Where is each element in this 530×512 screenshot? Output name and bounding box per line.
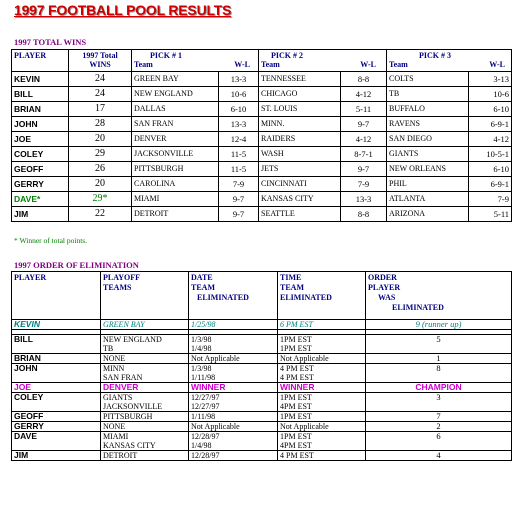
cell-t1: CAROLINA (132, 177, 219, 192)
cell-w2: 4-12 (341, 132, 387, 147)
elim-cell-times (278, 335, 366, 354)
cell-t1: DETROIT (132, 207, 219, 222)
cell-player: JIM (12, 207, 69, 222)
cell-player: DAVE* (12, 192, 69, 207)
table-row (12, 393, 512, 412)
cell-wins: 28 (69, 117, 132, 132)
cell-w2: 8-8 (341, 207, 387, 222)
cell-player: JOHN (12, 117, 69, 132)
cell-w2: 5-11 (341, 102, 387, 117)
elim-line: 1PM EST (280, 335, 312, 344)
elim-line: 12/27/97 (191, 393, 220, 402)
elim-cell-dates (189, 383, 278, 393)
elim-cell-teams (101, 412, 189, 422)
elim-line: WINNER (280, 382, 315, 392)
table-row (12, 354, 512, 364)
table-row (12, 72, 512, 87)
elim-cell-dates (189, 320, 278, 330)
elim-line: SAN FRAN (103, 373, 143, 382)
cell-t2: TENNESSEE (259, 72, 341, 87)
elim-cell-dates (189, 451, 278, 461)
cell-player: COLEY (12, 147, 69, 162)
cell-wins: 20 (69, 132, 132, 147)
cell-w2: 4-12 (341, 87, 387, 102)
cell-t1: DALLAS (132, 102, 219, 117)
cell-t1: PITTSBURGH (132, 162, 219, 177)
elim-line: Not Applicable (191, 422, 240, 431)
cell-t1: JACKSONVILLE (132, 147, 219, 162)
elim-line: WINNER (191, 382, 226, 392)
elim-cell-times (278, 432, 366, 451)
cell-w2: 13-3 (341, 192, 387, 207)
cell-t3: SAN DIEGO (387, 132, 469, 147)
cell-w1: 6-10 (219, 102, 259, 117)
elim-cell-dates (189, 422, 278, 432)
elim-line: 1PM EST (280, 412, 312, 421)
cell-t2: ST. LOUIS (259, 102, 341, 117)
elim-cell-place: 1 (366, 354, 512, 364)
elim-cell-teams (101, 393, 189, 412)
cell-player: JOE (12, 132, 69, 147)
table-row (12, 451, 512, 461)
cell-w1: 11-5 (219, 162, 259, 177)
elim-line: 12/28/97 (191, 451, 220, 460)
cell-t2: KANSAS CITY (259, 192, 341, 207)
elim-cell-player: DAVE (12, 432, 101, 451)
elim-line: 1/11/98 (191, 373, 216, 382)
table-row (12, 383, 512, 393)
header-pick3: PICK # 3 Team W-L (387, 50, 512, 72)
elim-line: 1/3/98 (191, 364, 212, 373)
elim-cell-place: 7 (366, 412, 512, 422)
elim-cell-times (278, 354, 366, 364)
elim-line: Not Applicable (280, 422, 329, 431)
elim-cell-times (278, 383, 366, 393)
wins-header-row (12, 50, 512, 72)
elim-cell-player: JIM (12, 451, 101, 461)
cell-player: GEOFF (12, 162, 69, 177)
table-row (12, 192, 512, 207)
elim-header-order: ORDER PLAYER WAS ELIMINATED (366, 272, 512, 320)
cell-w2: 9-7 (341, 117, 387, 132)
elim-line: 1PM EST (280, 432, 312, 441)
elim-cell-place: 6 (366, 432, 512, 451)
cell-t3: ATLANTA (387, 192, 469, 207)
cell-player: KEVIN (12, 72, 69, 87)
elim-cell-times (278, 393, 366, 412)
elimination-table (11, 271, 512, 461)
cell-wins: 24 (69, 87, 132, 102)
elim-cell-times (278, 422, 366, 432)
elim-line: 4 PM EST (280, 373, 314, 382)
cell-t3: COLTS (387, 72, 469, 87)
elim-cell-place: 4 (366, 451, 512, 461)
elim-line: GREEN BAY (103, 320, 145, 329)
elim-line: 4 PM EST (280, 364, 314, 373)
elim-cell-times (278, 364, 366, 383)
table-row (12, 162, 512, 177)
elim-cell-place: CHAMPION (366, 383, 512, 393)
cell-w3: 3-13 (469, 72, 512, 87)
elim-cell-times (278, 412, 366, 422)
cell-t3: TB (387, 87, 469, 102)
table-row (12, 132, 512, 147)
cell-w1: 12-4 (219, 132, 259, 147)
elim-cell-player: COLEY (12, 393, 101, 412)
elim-cell-teams (101, 451, 189, 461)
table-row (12, 432, 512, 451)
elim-line: 12/28/97 (191, 432, 220, 441)
elim-cell-teams (101, 422, 189, 432)
elim-line: DETROIT (103, 451, 138, 460)
elim-line: 1/4/98 (191, 344, 212, 353)
cell-w3: 10-5-1 (469, 147, 512, 162)
cell-t2: WASH (259, 147, 341, 162)
elim-cell-place: 8 (366, 364, 512, 383)
cell-w1: 11-5 (219, 147, 259, 162)
cell-wins: 29* (69, 192, 132, 207)
table-row (12, 177, 512, 192)
cell-w2: 7-9 (341, 177, 387, 192)
elim-cell-teams (101, 432, 189, 451)
elim-line: 4PM EST (280, 441, 312, 450)
cell-wins: 20 (69, 177, 132, 192)
elim-line: 1PM EST (280, 344, 312, 353)
table-row (12, 87, 512, 102)
elim-header-row (12, 272, 512, 320)
cell-w3: 7-9 (469, 192, 512, 207)
cell-t2: RAIDERS (259, 132, 341, 147)
elim-line: NONE (103, 422, 126, 431)
footnote: * Winner of total points. (14, 236, 88, 245)
cell-w2: 8-8 (341, 72, 387, 87)
cell-t1: GREEN BAY (132, 72, 219, 87)
cell-player: BRIAN (12, 102, 69, 117)
table-row (12, 320, 512, 330)
table-row (12, 102, 512, 117)
header-player: PLAYER (12, 50, 69, 72)
elim-cell-place: 3 (366, 393, 512, 412)
elim-cell-dates (189, 412, 278, 422)
table-row (12, 147, 512, 162)
elim-line: JACKSONVILLE (103, 402, 163, 411)
elim-line: 4PM EST (280, 402, 312, 411)
total-wins-title: 1997 TOTAL WINS (14, 37, 87, 47)
elim-line: Not Applicable (280, 354, 329, 363)
elim-line: 1PM EST (280, 393, 312, 402)
elim-line: 12/27/97 (191, 402, 220, 411)
elim-cell-place: 2 (366, 422, 512, 432)
header-total-wins: 1997 Total WINS (69, 50, 132, 72)
cell-w2: 8-7-1 (341, 147, 387, 162)
cell-t1: NEW ENGLAND (132, 87, 219, 102)
table-row (12, 207, 512, 222)
cell-t3: BUFFALO (387, 102, 469, 117)
elim-line: NONE (103, 354, 126, 363)
elim-line: 1/25/98 (191, 320, 216, 329)
elim-cell-dates (189, 335, 278, 354)
cell-w3: 6-9-1 (469, 177, 512, 192)
elim-line: 1/11/98 (191, 412, 216, 421)
cell-player: BILL (12, 87, 69, 102)
elim-line: MINN (103, 364, 125, 373)
total-wins-table (11, 49, 512, 222)
elim-cell-times (278, 451, 366, 461)
elim-line: 1/4/98 (191, 441, 212, 450)
elim-cell-teams (101, 335, 189, 354)
cell-t1: SAN FRAN (132, 117, 219, 132)
elim-cell-dates (189, 364, 278, 383)
elim-header-time: TIME TEAM ELIMINATED (278, 272, 366, 320)
elim-cell-player: JOHN (12, 364, 101, 383)
elim-cell-teams (101, 364, 189, 383)
elim-cell-player: JOE (12, 383, 101, 393)
cell-w3: 10-6 (469, 87, 512, 102)
table-row (12, 364, 512, 383)
cell-t2: JETS (259, 162, 341, 177)
elim-line: DENVER (103, 382, 139, 392)
header-pick1: PICK # 1 Team W-L (132, 50, 259, 72)
elim-cell-player: GERRY (12, 422, 101, 432)
cell-wins: 24 (69, 72, 132, 87)
cell-t2: MINN. (259, 117, 341, 132)
table-row (12, 335, 512, 354)
cell-t3: PHIL (387, 177, 469, 192)
elim-line: Not Applicable (191, 354, 240, 363)
cell-w3: 4-12 (469, 132, 512, 147)
elim-line: 1/3/98 (191, 335, 212, 344)
elim-line: PITTSBURGH (103, 412, 153, 421)
elim-cell-player: GEOFF (12, 412, 101, 422)
elim-cell-player: BILL (12, 335, 101, 354)
elim-cell-player: KEVIN (12, 320, 101, 330)
cell-wins: 17 (69, 102, 132, 117)
header-pick2: PICK # 2 Team W-L (259, 50, 387, 72)
cell-t1: DENVER (132, 132, 219, 147)
page-title: 1997 FOOTBALL POOL RESULTS (14, 2, 232, 18)
cell-t2: CHICAGO (259, 87, 341, 102)
cell-w1: 13-3 (219, 72, 259, 87)
elim-cell-dates (189, 393, 278, 412)
cell-w3: 5-11 (469, 207, 512, 222)
cell-w2: 9-7 (341, 162, 387, 177)
cell-t2: CINCINNATI (259, 177, 341, 192)
cell-w3: 6-10 (469, 162, 512, 177)
elim-cell-teams (101, 320, 189, 330)
cell-t1: MIAMI (132, 192, 219, 207)
elim-cell-teams (101, 383, 189, 393)
elim-line: GIANTS (103, 393, 133, 402)
elim-cell-player: BRIAN (12, 354, 101, 364)
cell-wins: 26 (69, 162, 132, 177)
elim-line: 4 PM EST (280, 451, 314, 460)
cell-w3: 6-9-1 (469, 117, 512, 132)
cell-w1: 7-9 (219, 177, 259, 192)
cell-t2: SEATTLE (259, 207, 341, 222)
elim-cell-teams (101, 354, 189, 364)
elim-header-date: DATE TEAM ELIMINATED (189, 272, 278, 320)
table-row (12, 422, 512, 432)
cell-w3: 6-10 (469, 102, 512, 117)
elim-cell-place: 9 (runner up) (366, 320, 512, 330)
cell-player: GERRY (12, 177, 69, 192)
cell-t3: ARIZONA (387, 207, 469, 222)
elim-cell-dates (189, 354, 278, 364)
elim-title: 1997 ORDER OF ELIMINATION (14, 260, 139, 270)
cell-wins: 22 (69, 207, 132, 222)
cell-t3: GIANTS (387, 147, 469, 162)
cell-t3: NEW ORLEANS (387, 162, 469, 177)
elim-line: TB (103, 344, 114, 353)
elim-cell-place: 5 (366, 335, 512, 354)
cell-w1: 9-7 (219, 192, 259, 207)
elim-line: MIAMI (103, 432, 129, 441)
elim-cell-dates (189, 432, 278, 451)
elim-line: KANSAS CITY (103, 441, 156, 450)
elim-header-player: PLAYER (12, 272, 101, 320)
cell-w1: 9-7 (219, 207, 259, 222)
cell-w1: 13-3 (219, 117, 259, 132)
elim-line: 6 PM EST (280, 320, 313, 329)
table-row (12, 412, 512, 422)
cell-wins: 29 (69, 147, 132, 162)
elim-line: NEW ENGLAND (103, 335, 162, 344)
table-row (12, 117, 512, 132)
cell-w1: 10-6 (219, 87, 259, 102)
cell-t3: RAVENS (387, 117, 469, 132)
elim-header-teams: PLAYOFF TEAMS (101, 272, 189, 320)
elim-cell-times (278, 320, 366, 330)
